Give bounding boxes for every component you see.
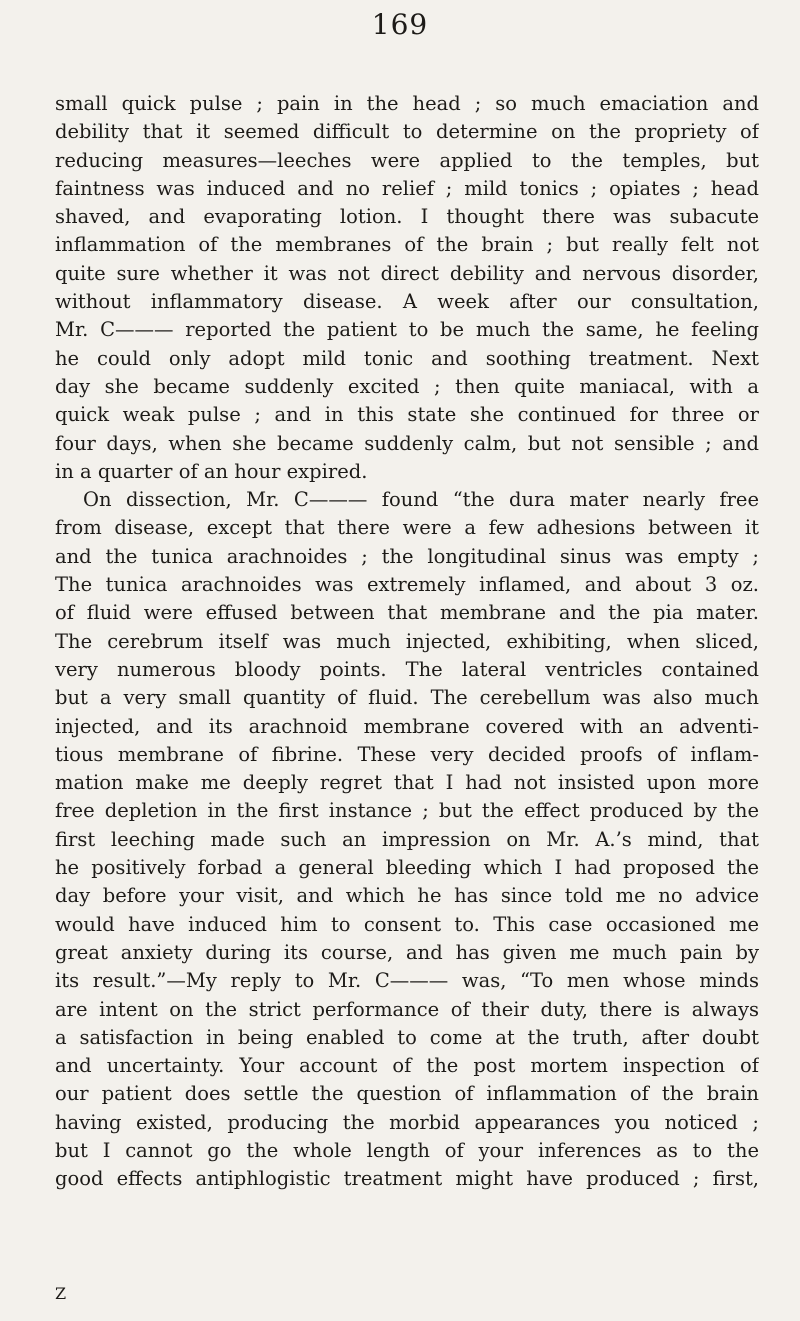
text-line: debility that it seemed difficult to determine on the propriety of (55, 120, 759, 144)
text-line: free depletion in the first instance ; but the effect produced by the (55, 799, 759, 823)
text-line: shaved, and evaporating lotion. I thought there was subacute (55, 205, 759, 229)
text-line: in a quarter of an hour expired. (55, 459, 368, 483)
text-line: On dissection, Mr. C——— found “the dura mater nearly free (83, 488, 759, 512)
text-line: and the tunica arachnoides ; the longitudinal sinus was empty ; (55, 544, 759, 568)
text-line: mation make me deeply regret that I had not insisted upon more (55, 771, 759, 795)
text-line: day before your visit, and which he has since told me no advice (55, 884, 759, 908)
page-number: 169 (371, 8, 429, 41)
text-line: good effects antiphlogistic treatment might have produced ; first, (55, 1167, 759, 1191)
text-line: inflammation of the membranes of the brain ; but really felt not (55, 233, 759, 257)
text-line: very numerous bloody points. The lateral ventricles contained (55, 657, 759, 681)
text-line: quite sure whether it was not direct debility and nervous disorder, (55, 261, 759, 285)
text-line: without inflammatory disease. A week after our consultation, (55, 290, 759, 314)
signature-mark: Z (55, 1284, 67, 1303)
text-line: injected, and its arachnoid membrane covered with an adventi- (55, 714, 759, 738)
text-line: and uncertainty. Your account of the post mortem inspection of (55, 1054, 759, 1078)
text-line: day she became suddenly excited ; then quite maniacal, with a (55, 374, 759, 398)
text-line: are intent on the strict performance of their duty, there is always (55, 997, 759, 1021)
text-line: but I cannot go the whole length of your inferences as to the (55, 1138, 759, 1162)
text-line: but a very small quantity of fluid. The cerebellum was also much (55, 686, 759, 710)
text-line: first leeching made such an impression on Mr. A.’s mind, that (55, 827, 759, 851)
body-text (55, 90, 759, 1194)
text-line: The tunica arachnoides was extremely inflamed, and about 3 oz. (55, 573, 759, 597)
text-line: faintness was induced and no relief ; mild tonics ; opiates ; head (55, 176, 759, 200)
text-line: great anxiety during its course, and has given me much pain by (55, 940, 759, 964)
text-line: our patient does settle the question of inflammation of the brain (55, 1082, 759, 1106)
text-line: would have induced him to consent to. This case occasioned me (55, 912, 759, 936)
text-line: Mr. C——— reported the patient to be much the same, he feeling (55, 318, 759, 342)
text-line: The cerebrum itself was much injected, exhibiting, when sliced, (55, 629, 759, 653)
text-line: tious membrane of fibrine. These very decided proofs of inflam- (55, 742, 759, 766)
text-line: having existed, producing the morbid appearances you noticed ; (55, 1110, 759, 1134)
text-line: of fluid were effused between that membrane and the pia mater. (55, 601, 759, 625)
text-line: reducing measures—leeches were applied to the temples, but (55, 148, 759, 172)
text-line: quick weak pulse ; and in this state she continued for three or (55, 403, 759, 427)
text-line: four days, when she became suddenly calm, but not sensible ; and (55, 431, 759, 455)
text-line: a satisfaction in being enabled to come at the truth, after doubt (55, 1025, 759, 1049)
text-line: he could only adopt mild tonic and soothing treatment. Next (55, 346, 759, 370)
text-line: he positively forbad a general bleeding which I had proposed the (55, 856, 759, 880)
text-line: from disease, except that there were a few adhesions between it (55, 516, 759, 540)
text-line: its result.”—My reply to Mr. C——— was, “To men whose minds (55, 969, 759, 993)
text-line: small quick pulse ; pain in the head ; so much emaciation and (55, 92, 759, 115)
